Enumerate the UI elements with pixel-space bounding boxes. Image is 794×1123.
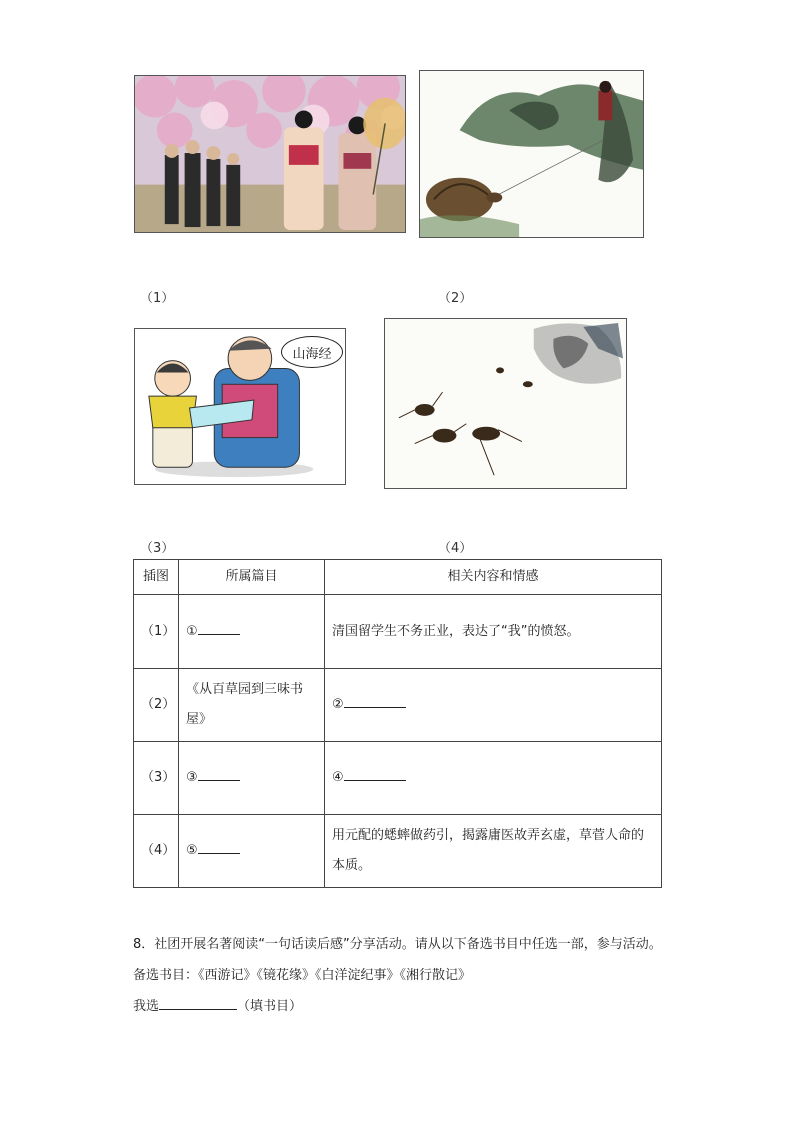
blank-label: ⑤ bbox=[186, 843, 198, 858]
row-number: （4） bbox=[134, 815, 179, 888]
book-choice-blank[interactable] bbox=[159, 995, 237, 1010]
blank-label: ② bbox=[332, 697, 344, 712]
blank-label: ③ bbox=[186, 770, 198, 785]
speech-bubble bbox=[281, 336, 343, 368]
illustration-crickets bbox=[384, 318, 627, 489]
question-8-choose bbox=[133, 991, 663, 1022]
row-chapter: 《从百草园到三味书屋》 bbox=[179, 669, 325, 742]
choose-prefix: 我选 bbox=[133, 999, 160, 1014]
table-row bbox=[134, 669, 662, 742]
table-row bbox=[134, 595, 662, 669]
row-content bbox=[325, 669, 662, 742]
row-content: 清国留学生不务正业，表达了“我”的愤怒。 bbox=[325, 595, 662, 669]
illustration-cartoon-shanhaijing bbox=[134, 328, 346, 485]
question-8-options: 备选书目：《西游记》《镜花缘》《白洋淀纪事》《湘行散记》 bbox=[133, 968, 472, 983]
header-illustration: 插图 bbox=[134, 560, 179, 595]
answer-blank-1[interactable] bbox=[198, 620, 240, 635]
table-header-row bbox=[134, 560, 662, 595]
row-chapter bbox=[179, 815, 325, 888]
blank-label: ① bbox=[186, 623, 198, 639]
table-row bbox=[134, 815, 662, 888]
table-row bbox=[134, 742, 662, 815]
speech-bubble-text: 山海经 bbox=[292, 346, 332, 362]
question-8 bbox=[133, 929, 663, 1022]
row-number: （2） bbox=[134, 669, 179, 742]
row-number: （3） bbox=[134, 742, 179, 815]
illustration-cherry-blossom bbox=[134, 75, 406, 233]
answer-blank-2[interactable] bbox=[344, 693, 406, 708]
illustration-ink-painting-turtle bbox=[419, 70, 644, 238]
choose-suffix: （填书目） bbox=[237, 999, 303, 1014]
answer-blank-4[interactable] bbox=[344, 766, 406, 781]
caption-3: （3） bbox=[140, 541, 175, 556]
header-content: 相关内容和情感 bbox=[325, 560, 662, 595]
header-chapter: 所属篇目 bbox=[179, 560, 325, 595]
row-content: 用元配的蟋蟀做药引，揭露庸医故弄玄虚，草菅人命的本质。 bbox=[325, 815, 662, 888]
caption-4: （4） bbox=[438, 541, 473, 556]
answer-blank-3[interactable] bbox=[198, 766, 240, 781]
answer-blank-5[interactable] bbox=[198, 839, 240, 854]
row-content bbox=[325, 742, 662, 815]
blank-label: ④ bbox=[332, 770, 344, 785]
question-8-text: 8．社团开展名著阅读“一句话读后感”分享活动。请从以下备选书目中任选一部，参与活动。 bbox=[133, 937, 662, 952]
row-number: （1） bbox=[134, 595, 179, 669]
illustration-info-table bbox=[133, 559, 662, 888]
row-chapter bbox=[179, 742, 325, 815]
caption-2: （2） bbox=[438, 291, 473, 306]
caption-1: （1） bbox=[140, 291, 175, 306]
row-chapter bbox=[179, 595, 325, 669]
